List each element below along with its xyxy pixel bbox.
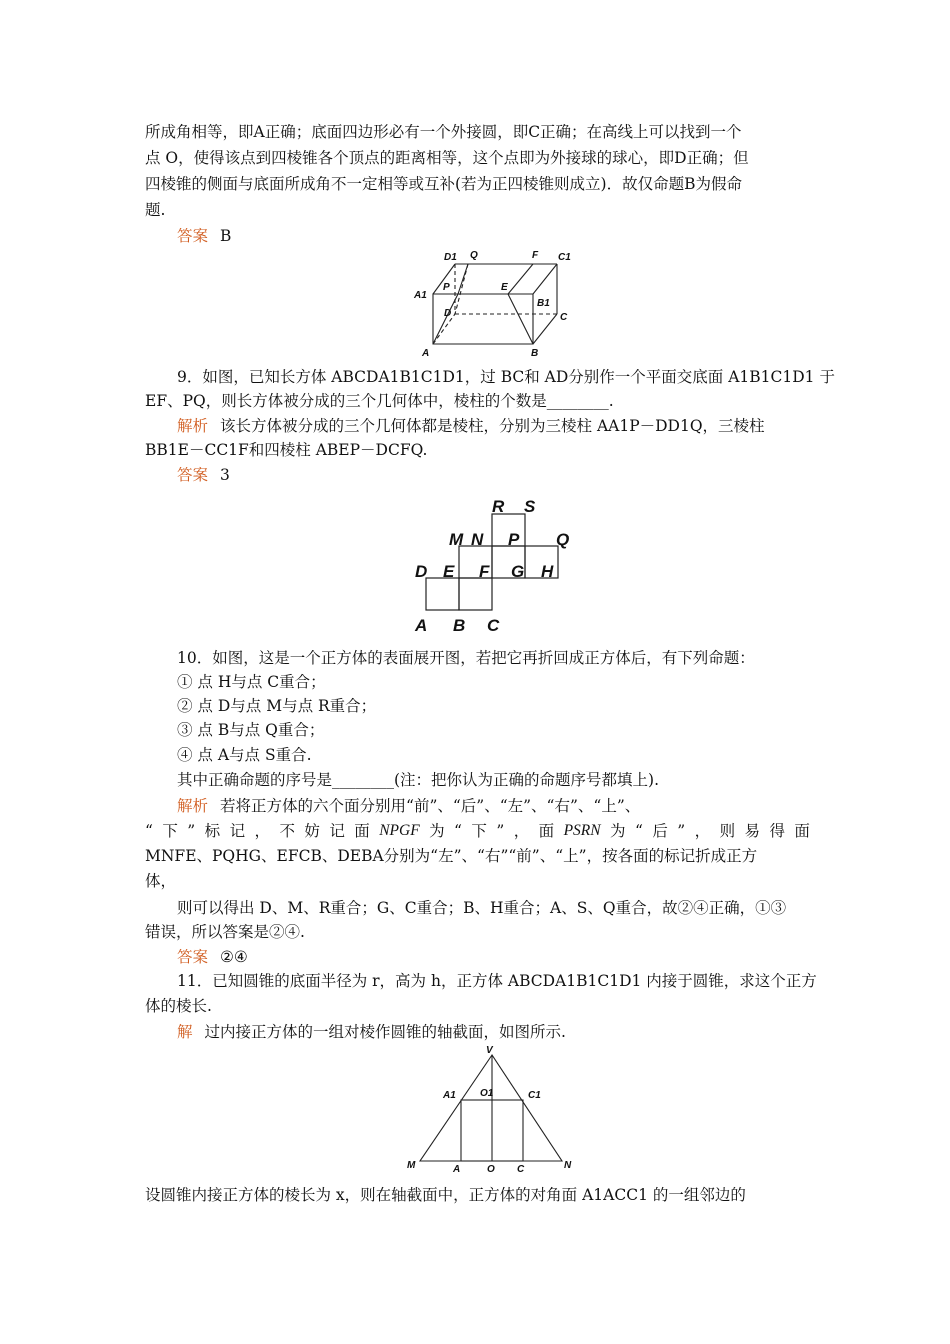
proposition-3: ③ 点 B与点 Q重合； xyxy=(177,721,325,739)
label-G: G xyxy=(511,562,525,581)
answer-label: 答案 xyxy=(177,466,209,484)
text-token: 后 xyxy=(652,822,668,840)
text-token: ， xyxy=(513,822,530,840)
text-token: 则 xyxy=(719,822,736,840)
label-F: F xyxy=(479,562,490,581)
proposition-1: ① 点 H与点 C重合； xyxy=(177,673,326,691)
label-M: M xyxy=(407,1160,416,1171)
label-F: F xyxy=(532,250,539,261)
text-line: 设圆锥内接正方体的棱长为 x，则在轴截面中，正方体的对角面 A1ACC1 的一组邻边的 xyxy=(145,1186,746,1204)
text-line: 题. xyxy=(145,201,166,219)
text-token: ” xyxy=(677,822,686,840)
text-token: 妨 xyxy=(304,822,320,840)
text-token: PSRN xyxy=(563,822,601,839)
label-P: P xyxy=(443,282,450,293)
answer-line xyxy=(177,463,842,487)
label-A1: A1 xyxy=(443,1090,456,1101)
label-Q: Q xyxy=(470,250,478,261)
text-line: 体的棱长. xyxy=(145,997,212,1015)
text-line: 则可以得出 D、M、R重合；G、C重合；B、H重合；A、S、Q重合，故②④正确，①③ xyxy=(177,899,787,917)
answer-value: ②④ xyxy=(220,948,248,966)
label-C1: C1 xyxy=(528,1090,541,1101)
text-token: “ xyxy=(634,822,643,840)
solution-10 xyxy=(177,794,842,818)
label-B: B xyxy=(531,348,539,359)
figure-cuboid xyxy=(400,246,590,362)
text-token: “ xyxy=(145,822,153,840)
proposition-4: ④ 点 A与点 S重合. xyxy=(177,746,312,764)
label-H: H xyxy=(541,562,554,581)
text-line: 体， xyxy=(145,872,177,890)
solution-label: 解析 xyxy=(177,417,209,435)
text-token: 下 xyxy=(471,822,487,840)
text-token: “ xyxy=(454,822,462,840)
label-N: N xyxy=(471,530,484,549)
label-R: R xyxy=(492,497,505,516)
label-E: E xyxy=(443,562,455,581)
label-A: A xyxy=(415,616,428,635)
question-10: 10．如图，这是一个正方体的表面展开图，若把它再折回成正方体后，有下列命题： xyxy=(177,649,755,667)
solution-9 xyxy=(177,414,842,438)
answer-line xyxy=(177,224,842,248)
text-token: ， xyxy=(254,822,271,840)
text-token: 易 xyxy=(744,822,761,840)
text-token: 面 xyxy=(794,822,810,840)
text-line: 错误，所以答案是②④. xyxy=(145,923,305,941)
text-token: ， xyxy=(694,822,711,840)
label-O1: O1 xyxy=(480,1088,494,1099)
solution-text: 过内接正方体的一组对棱作圆锥的轴截面，如图所示. xyxy=(204,1023,566,1041)
label-A: A xyxy=(422,348,430,359)
label-C: C xyxy=(517,1164,525,1175)
solution-text: 若将正方体的六个面分别用“前”、“后”、“左”、“右”、“上”、 xyxy=(220,797,641,815)
answer-value: 3 xyxy=(220,466,230,484)
text-line: 其中正确命题的序号是________(注：把你认为正确的命题序号都填上). xyxy=(177,771,660,789)
justified-line xyxy=(145,819,810,843)
label-B1: B1 xyxy=(537,298,550,309)
solution-label: 解 xyxy=(177,1023,193,1041)
label-P: P xyxy=(508,530,520,549)
label-D1: D1 xyxy=(444,252,457,263)
label-A: A xyxy=(453,1164,461,1175)
text-token: ” xyxy=(187,822,196,840)
text-line: MNFE、PQHG、EFCB、DEBA分别为“左”、“右”“前”、“上”，按各面的标记折成正方 xyxy=(145,847,758,865)
label-A1: A1 xyxy=(414,290,427,301)
label-O: O xyxy=(487,1164,495,1175)
label-N: N xyxy=(564,1160,572,1171)
text-token: 面 xyxy=(354,822,370,840)
text-token: 为 xyxy=(610,822,626,840)
text-line: BB1E－CC1F和四棱柱 ABEP－DCFQ. xyxy=(145,441,428,459)
text-token: 下 xyxy=(162,822,178,840)
label-S: S xyxy=(524,497,536,516)
text-line: 四棱锥的侧面与底面所成角不一定相等或互补(若为正四棱锥则成立)．故仅命题B为假命 xyxy=(145,175,742,193)
answer-label: 答案 xyxy=(177,948,209,966)
proposition-2: ② 点 D与点 M与点 R重合； xyxy=(177,697,377,715)
label-Q: Q xyxy=(556,530,570,549)
answer-label: 答案 xyxy=(177,227,209,245)
text-token: NPGF xyxy=(379,822,420,839)
label-D: D xyxy=(444,308,452,319)
solution-text: 该长方体被分成的三个几何体都是棱柱，分别为三棱柱 AA1P－DD1Q，三棱柱 xyxy=(220,417,765,435)
solution-label: 解析 xyxy=(177,797,209,815)
question-11: 11．已知圆锥的底面半径为 r，高为 h，正方体 ABCDA1B1C1D1 内接于圆锥，求这个正方 xyxy=(177,972,817,990)
answer-value: B xyxy=(220,227,232,245)
label-M: M xyxy=(449,530,464,549)
label-C1: C1 xyxy=(558,252,571,263)
question-9: 9．如图，已知长方体 ABCDA1B1C1D1，过 BC和 AD分别作一个平面交底面 A1B1C1D1 于 xyxy=(177,368,835,386)
label-C: C xyxy=(487,616,500,635)
label-V: V xyxy=(486,1045,493,1056)
label-D: D xyxy=(415,562,428,581)
label-B: B xyxy=(453,616,466,635)
text-line: 所成角相等，即A正确；底面四边形必有一个外接圆，即C正确；在高线上可以找到一个 xyxy=(145,123,742,141)
text-token: 面 xyxy=(538,822,555,840)
label-C: C xyxy=(560,312,568,323)
text-token: 标 xyxy=(204,822,221,840)
text-line: EF、PQ，则长方体被分成的三个几何体中，棱柱的个数是________. xyxy=(145,392,614,410)
text-line: 点 O，使得该点到四棱锥各个顶点的距离相等，这个点即为外接球的球心，即D正确；但 xyxy=(145,149,749,167)
text-token: 记 xyxy=(329,822,345,840)
text-token: 不 xyxy=(279,822,295,840)
figure-cone-section xyxy=(395,1042,590,1180)
figure-cube-net xyxy=(405,490,585,640)
text-token: 为 xyxy=(429,822,445,840)
text-token: ” xyxy=(496,822,505,840)
text-token: 得 xyxy=(769,822,785,840)
solution-11 xyxy=(177,1020,842,1044)
text-token: 记 xyxy=(229,822,246,840)
answer-line xyxy=(177,945,842,969)
label-E: E xyxy=(501,282,508,293)
